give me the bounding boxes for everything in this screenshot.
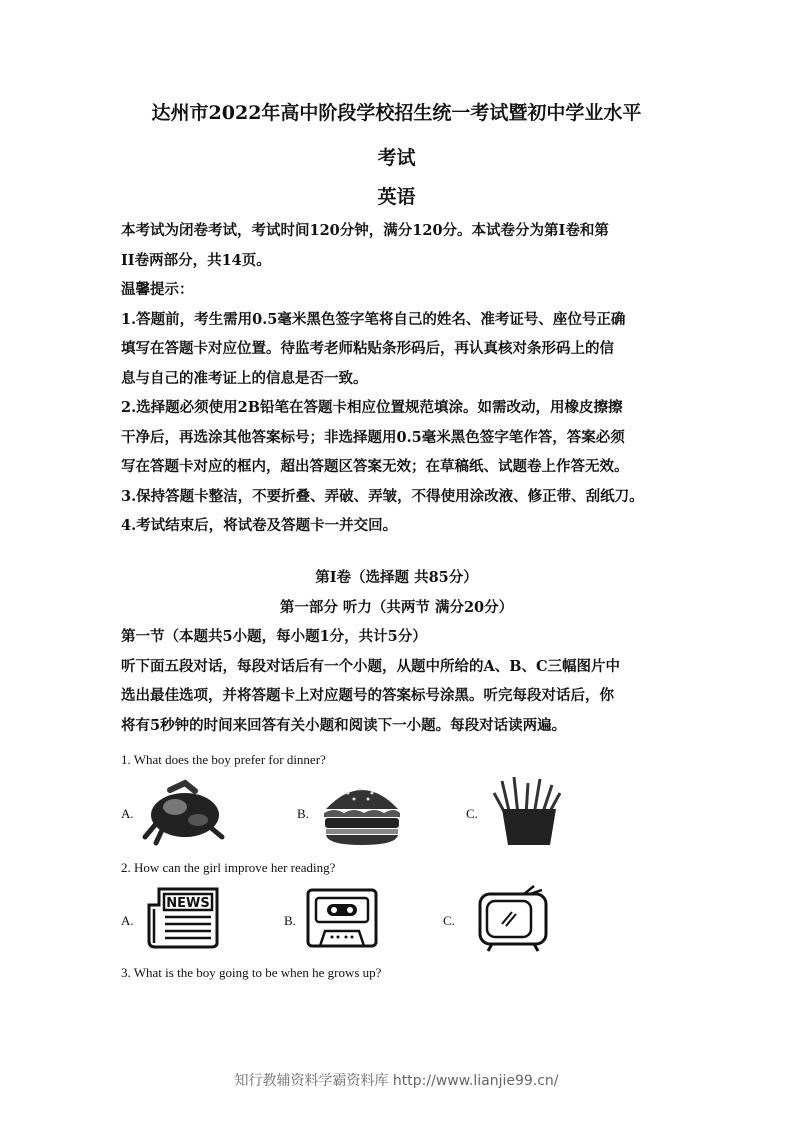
tip-line: 干净后，再选涂其他答案标号；非选择题用0.5毫米黑色签字笔作答，答案必须	[121, 428, 625, 446]
exam-subject: 英语	[377, 186, 416, 208]
tips-heading: 温馨提示：	[121, 281, 194, 298]
television-icon	[472, 884, 552, 954]
tip-line: 息与自己的准考证上的信息是否一致。	[121, 369, 368, 387]
roast-chicken-icon	[140, 775, 230, 847]
intro-text	[121, 216, 677, 541]
q2-option-a-label: A.	[121, 913, 134, 928]
q2-option-c-label: C.	[443, 913, 455, 928]
intro-line: II卷两部分，共14页。	[121, 251, 271, 269]
q1-option-c-label: C.	[466, 806, 478, 821]
tip-line: 4.考试结束后，将试卷及答题卡一并交回。	[121, 517, 398, 534]
french-fries-icon	[490, 775, 568, 847]
exam-title-line2: 考试	[377, 147, 416, 169]
newspaper-headline: NEWS	[166, 896, 210, 911]
tip-line: 填写在答题卡对应位置。待监考老师粘贴条形码后，再认真核对条形码上的信	[121, 340, 614, 357]
newspaper-icon	[145, 885, 223, 951]
instruction-line: 选出最佳选项，并将答题卡上对应题号的答案标号涂黑。听完每段对话后，你	[121, 687, 614, 704]
tip-line: 1.答题前，考生需用0.5毫米黑色签字笔将自己的姓名、准考证号、座位号正确	[121, 310, 626, 328]
footer-watermark: 知行教辅资料学霸资料库 http://www.lianjie99.cn/	[234, 1073, 559, 1089]
volume-heading: 第I卷（选择题 共85分）	[315, 569, 478, 586]
question-3: 3. What is the boy going to be when he grows up?	[121, 965, 382, 980]
intro-line: 本考试为闭卷考试，考试时间120分钟，满分120分。本试卷分为第I卷和第	[121, 222, 609, 239]
q2-option-b-label: B.	[284, 913, 296, 928]
tip-line: 写在答题卡对应的框内，超出答题区答案无效；在草稿纸、试题卷上作答无效。	[121, 458, 629, 475]
hamburger-icon	[320, 777, 404, 847]
cassette-tape-icon	[305, 887, 379, 949]
section-instructions	[121, 622, 677, 740]
instruction-line: 将有5秒钟的时间来回答有关小题和阅读下一小题。每段对话读两遍。	[121, 716, 567, 734]
subsection-heading: 第一节（本题共5小题，每小题1分，共计5分）	[121, 628, 427, 645]
tip-line: 2.选择题必须使用2B铅笔在答题卡相应位置规范填涂。如需改动，用橡皮擦擦	[121, 399, 623, 416]
tip-line: 3.保持答题卡整洁，不要折叠、弄破、弄皱，不得使用涂改液、修正带、刮纸刀。	[121, 487, 644, 505]
part-heading: 第一部分 听力（共两节 满分20分）	[279, 599, 514, 616]
q1-option-a-label: A.	[121, 806, 134, 821]
question-1: 1. What does the boy prefer for dinner?	[121, 752, 326, 767]
exam-title-line1: 达州市2022年高中阶段学校招生统一考试暨初中学业水平	[151, 102, 642, 124]
question-2: 2. How can the girl improve her reading?	[121, 860, 336, 875]
instruction-line: 听下面五段对话，每段对话后有一个小题，从题中所给的A、B、C三幅图片中	[121, 657, 621, 675]
q1-option-b-label: B.	[297, 806, 309, 821]
